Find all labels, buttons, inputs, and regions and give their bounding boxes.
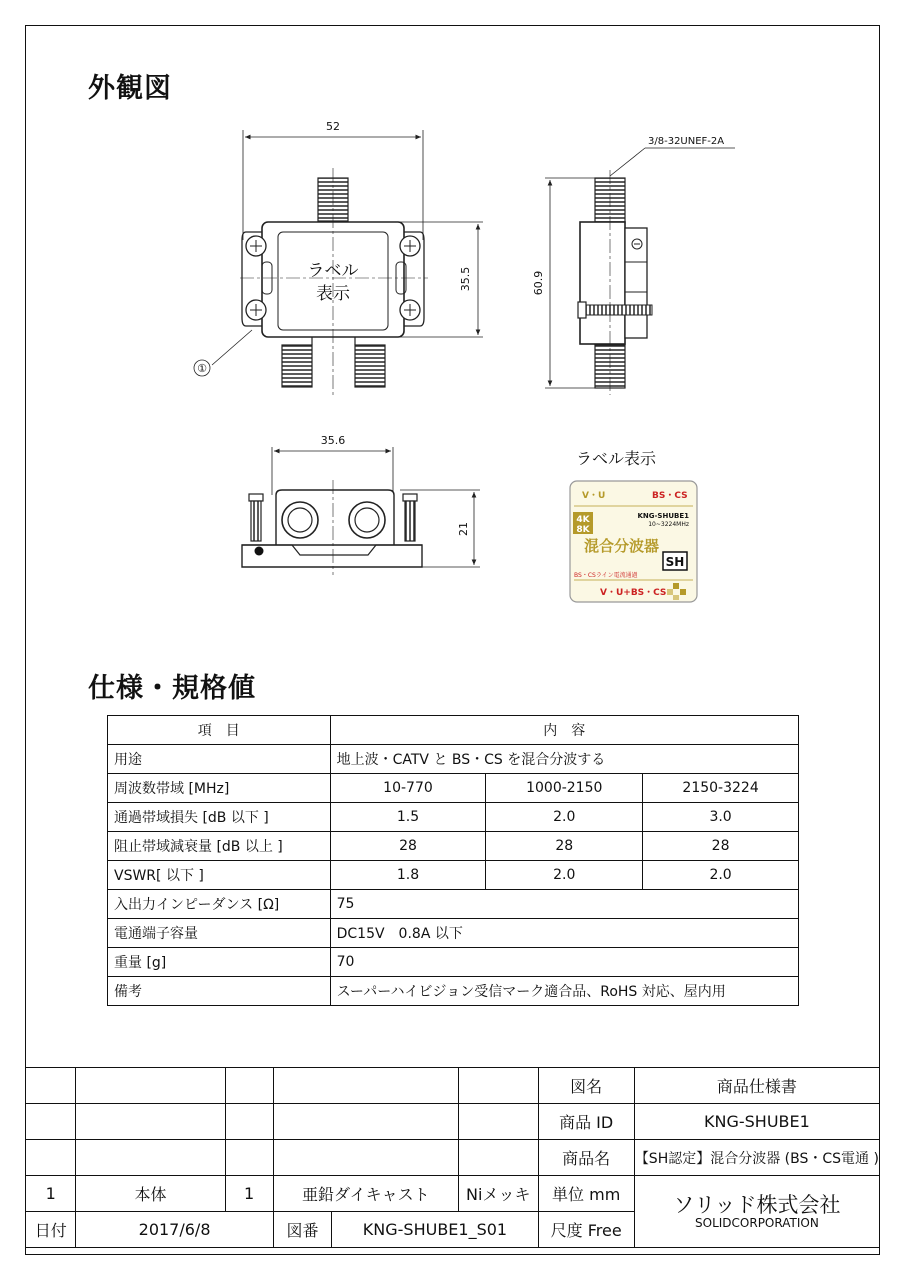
company-en: SOLIDCORPORATION xyxy=(695,1215,819,1230)
scale: 尺度 Free xyxy=(538,1212,634,1248)
part-no: 1 xyxy=(26,1176,76,1212)
title-block xyxy=(25,1067,880,1248)
spec-value: 28 xyxy=(643,832,799,861)
spec-row-frequency xyxy=(108,774,799,803)
spec-label: 重量 [g] xyxy=(108,948,331,977)
unit: 単位 mm xyxy=(538,1176,634,1212)
material: 亜鉛ダイキャスト xyxy=(273,1176,458,1212)
spec-value: 28 xyxy=(486,832,643,861)
spec-value: DC15V 0.8A 以下 xyxy=(330,919,798,948)
callout-1: ① xyxy=(197,362,207,375)
company-name xyxy=(634,1176,879,1248)
spec-value: 地上波・CATV と BS・CS を混合分波する xyxy=(330,745,798,774)
spec-label: 通過帯域損失 [dB 以下 ] xyxy=(108,803,331,832)
company-jp: ソリッド株式会社 xyxy=(673,1192,841,1217)
side-view xyxy=(545,148,735,395)
spec-value: 70 xyxy=(330,948,798,977)
spec-value: 2.0 xyxy=(643,861,799,890)
spec-label: 阻止帯域減衰量 [dB 以上 ] xyxy=(108,832,331,861)
spec-row-vswr xyxy=(108,861,799,890)
spec-row-attenuation xyxy=(108,832,799,861)
label-caption: ラベル表示 xyxy=(575,449,657,468)
spec-label: 用途 xyxy=(108,745,331,774)
drawing-no-label: 図番 xyxy=(273,1212,332,1248)
heading-appearance: 外観図 xyxy=(88,73,172,104)
label-pass: BS・CSライン電流通過 xyxy=(574,572,638,579)
bottom-view xyxy=(242,447,480,575)
part-name: 本体 xyxy=(76,1176,225,1212)
label-badge-top: 4K xyxy=(576,515,590,525)
drawing-no: KNG-SHUBE1_S01 xyxy=(332,1212,538,1248)
label-bscs: BS・CS xyxy=(652,491,688,501)
spec-header-content: 内 容 xyxy=(330,716,798,745)
label-badge-bottom: 8K xyxy=(576,525,590,535)
product-id-label: 商品 ID xyxy=(538,1104,634,1140)
fig-name: 商品仕様書 xyxy=(634,1068,879,1104)
spec-value: 2150-3224 xyxy=(643,774,799,803)
spec-value: 1.5 xyxy=(330,803,486,832)
label-name: 混合分波器 xyxy=(584,537,660,555)
spec-row-impedance xyxy=(108,890,799,919)
dim-width: 52 xyxy=(326,120,340,133)
dim-thread: 3/8-32UNEF-2A xyxy=(648,136,725,147)
label-area-line1: ラベル xyxy=(307,261,359,281)
date-label: 日付 xyxy=(26,1212,76,1248)
part-qty: 1 xyxy=(225,1176,273,1212)
spec-row-remarks xyxy=(108,977,799,1006)
label-vu: V・U xyxy=(582,491,606,501)
spec-value: 75 xyxy=(330,890,798,919)
label-area-line2: 表示 xyxy=(316,284,350,304)
spec-row-insertion-loss xyxy=(108,803,799,832)
spec-value: 1.8 xyxy=(330,861,486,890)
label-bottom: V・U+BS・CS xyxy=(600,588,667,598)
spec-row-usage xyxy=(108,745,799,774)
spec-value: 2.0 xyxy=(486,803,643,832)
dim-total-height: 60.9 xyxy=(532,270,545,296)
date: 2017/6/8 xyxy=(76,1212,273,1248)
spec-value: 1000-2150 xyxy=(486,774,643,803)
product-name: 【SH認定】混合分波器 (BS・CS電通 ) xyxy=(634,1140,879,1176)
spec-value: 3.0 xyxy=(643,803,799,832)
spec-row-weight xyxy=(108,948,799,977)
label-model: KNG-SHUBE1 xyxy=(637,512,689,520)
spec-value: 28 xyxy=(330,832,486,861)
spec-header-item: 項 目 xyxy=(108,716,331,745)
spec-value: 10-770 xyxy=(330,774,486,803)
spec-label: VSWR[ 以下 ] xyxy=(108,861,331,890)
dim-depth: 21 xyxy=(457,522,470,536)
dim-body-height: 35.5 xyxy=(459,266,472,292)
spec-header-row xyxy=(108,716,799,745)
label-sh: SH xyxy=(665,555,685,569)
product-name-label: 商品名 xyxy=(538,1140,634,1176)
label-freq: 10~3224MHz xyxy=(648,521,689,528)
spec-value: 2.0 xyxy=(486,861,643,890)
spec-value: スーパーハイビジョン受信マーク適合品、RoHS 対応、屋内用 xyxy=(330,977,798,1006)
finish: Niメッキ xyxy=(458,1176,538,1212)
spec-row-current xyxy=(108,919,799,948)
spec-label: 周波数帯域 [MHz] xyxy=(108,774,331,803)
spec-label: 入出力インピーダンス [Ω] xyxy=(108,890,331,919)
dim-bottom-width: 35.6 xyxy=(320,434,346,447)
product-id: KNG-SHUBE1 xyxy=(634,1104,879,1140)
spec-label: 備考 xyxy=(108,977,331,1006)
heading-specs: 仕様・規格値 xyxy=(88,673,256,704)
fig-name-label: 図名 xyxy=(538,1068,634,1104)
spec-label: 電通端子容量 xyxy=(108,919,331,948)
spec-table xyxy=(107,715,799,1006)
